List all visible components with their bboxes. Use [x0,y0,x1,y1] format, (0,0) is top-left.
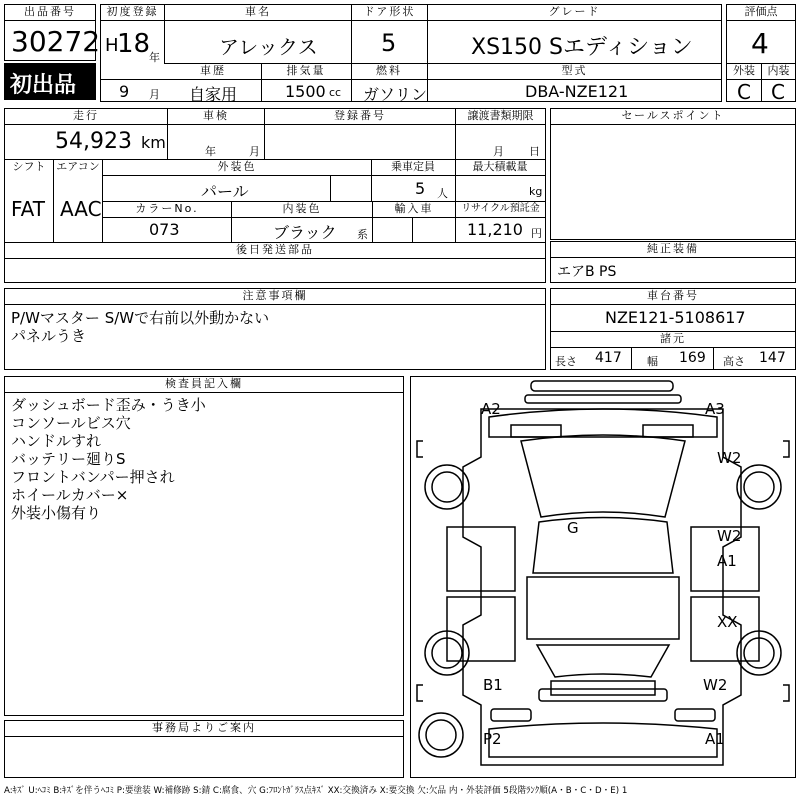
length: 417 [595,350,622,366]
mileage: 54,923 [55,129,132,154]
transfer-month-unit: 月 [493,145,504,158]
capacity-unit: 人 [437,187,448,200]
reg-year: 18 [117,29,151,59]
shift: FAT [11,197,46,221]
chassis-box [550,288,796,370]
inspector-label: 検査員記入欄 [165,377,243,390]
damage-code-roof: G [567,519,579,537]
damage-code-right-front-door-2: A1 [717,552,737,570]
displacement: 1500 [285,82,326,101]
import-label: 輸入車 [394,202,434,215]
equipment-box [550,241,796,283]
recycle-unit: 円 [531,227,542,240]
ac: AAC [60,197,102,221]
damage-code-rear-bumper-left: P2 [483,730,502,748]
recycle-label: リサイクル預託金 [461,203,540,214]
int-label: 内装 [767,64,790,77]
displacement-unit: cc [329,86,342,99]
grade-label: グレード [548,5,601,18]
doors: 5 [381,29,397,57]
inspector-box [4,376,404,716]
door-label: ドア形状 [363,5,416,18]
inspector-line: ハンドルすれ [11,432,102,450]
width: 169 [679,350,706,366]
damage-code-right-front-door: W2 [717,527,742,545]
spec-table [4,108,546,283]
inspector-line: フロントバンパー押され [11,468,175,486]
mileage-label: 走行 [73,109,99,122]
fuel-label: 燃料 [376,64,402,77]
car-name: アレックス [219,35,318,59]
fuel: ガソリン [363,85,428,104]
transfer-doc-label: 譲渡書類期限 [467,109,534,122]
inspection-month-unit: 月 [249,145,260,158]
int-color: ブラック [273,223,337,242]
caution-line: P/Wマスター S/Wで右前以外動かない [11,309,270,327]
history-label: 車歴 [200,64,226,77]
score-box [726,4,796,102]
color-no-label: カラーNo. [135,202,199,215]
model-code: DBA-NZE121 [525,82,629,101]
damage-code-rear-left: B1 [483,676,503,694]
ext-color: パール [201,182,249,201]
legend: A:ｷｽﾞ U:ﾍｺﾐ B:ｷｽﾞを伴うﾍｺﾐ P:要塗装 W:補修跡 S:錆 C:腐食、穴 G:ﾌﾛﾝﾄｶﾞﾗｽ点ｷｽﾞ XX:交換済み X:要交換 欠:欠品 内・外装評価 5段階ﾗﾝｸ順(A・B・C・D・E) 1 [4,786,628,796]
damage-code-front-left: A2 [481,400,501,418]
damage-diagram [410,376,796,778]
first-reg-label: 初度登録 [106,5,159,18]
shift-label: シフト [12,160,46,173]
int-color-label: 内装色 [282,202,322,215]
inspector-line: ダッシュボード歪み・うき小 [11,396,206,414]
history: 自家用 [189,85,238,104]
caution-box [4,288,546,370]
equipment-value: エアB PS [557,264,617,280]
caution-line: パネルうき [11,327,87,345]
equipment-label: 純正装備 [647,242,699,255]
damage-code-front-right: A3 [705,400,725,418]
int-color-suffix: 系 [357,228,368,241]
ext-label: 外装 [733,64,755,77]
ext-score: C [737,80,751,104]
inspector-line: コンソールビス穴 [11,414,131,432]
width-label: 幅 [647,355,658,368]
era: H [105,35,119,56]
office-label: 事務局よりご案内 [152,721,256,734]
damage-code-right-rear-door: XX [717,613,738,631]
header-table [100,4,722,102]
dims-label: 諸元 [660,332,686,345]
chassis-label: 車台番号 [647,289,699,302]
lot-number-label: 出品番号 [24,5,76,18]
chassis-number: NZE121-5108617 [605,308,746,327]
month-unit: 月 [149,88,160,101]
height: 147 [759,350,786,366]
int-score: C [771,80,785,104]
inspector-line: 外装小傷有り [11,504,102,522]
reg-number-label: 登録番号 [334,109,386,122]
score-label: 評価点 [744,5,778,18]
lot-number-box [4,4,101,61]
score: 4 [751,27,769,60]
office-box [4,720,404,778]
max-load-label: 最大積載量 [472,160,528,173]
model-code-label: 型式 [561,64,588,77]
inspector-line: ホイールカバー× [11,486,129,504]
sales-points-label: セールスポイント [621,109,725,122]
capacity: 5 [415,179,426,198]
mileage-unit: km [141,133,166,152]
ext-color-label: 外装色 [217,160,257,173]
damage-code-rear-bumper-right: A1 [705,730,725,748]
displacement-label: 排気量 [286,64,326,77]
reg-month: 9 [119,82,130,101]
length-label: 長さ [555,355,577,368]
height-label: 高さ [723,355,745,368]
year-unit: 年 [149,51,160,64]
inspector-line: バッテリー廻りS [11,450,126,468]
later-parts-label: 後日発送部品 [236,243,314,256]
max-load-unit: kg [529,185,543,198]
damage-code-rear-right: W2 [703,676,728,694]
transfer-day-unit: 日 [529,145,540,158]
car-outline [411,377,795,777]
caution-label: 注意事項欄 [242,289,308,302]
damage-code-right-front-wheel: W2 [717,449,742,467]
sales-points-box [550,108,796,240]
car-name-label: 車名 [245,5,271,18]
inspection-label: 車検 [203,109,229,122]
lot-number: 30272 [11,25,101,58]
inspection-year-unit: 年 [205,145,216,158]
first-listing-badge: 初出品 [4,63,96,100]
recycle-fee: 11,210 [467,220,523,239]
color-no: 073 [149,220,180,239]
grade: XS150 Sエディション [471,35,693,60]
capacity-label: 乗車定員 [391,160,435,173]
ac-label: エアコン [56,160,100,173]
